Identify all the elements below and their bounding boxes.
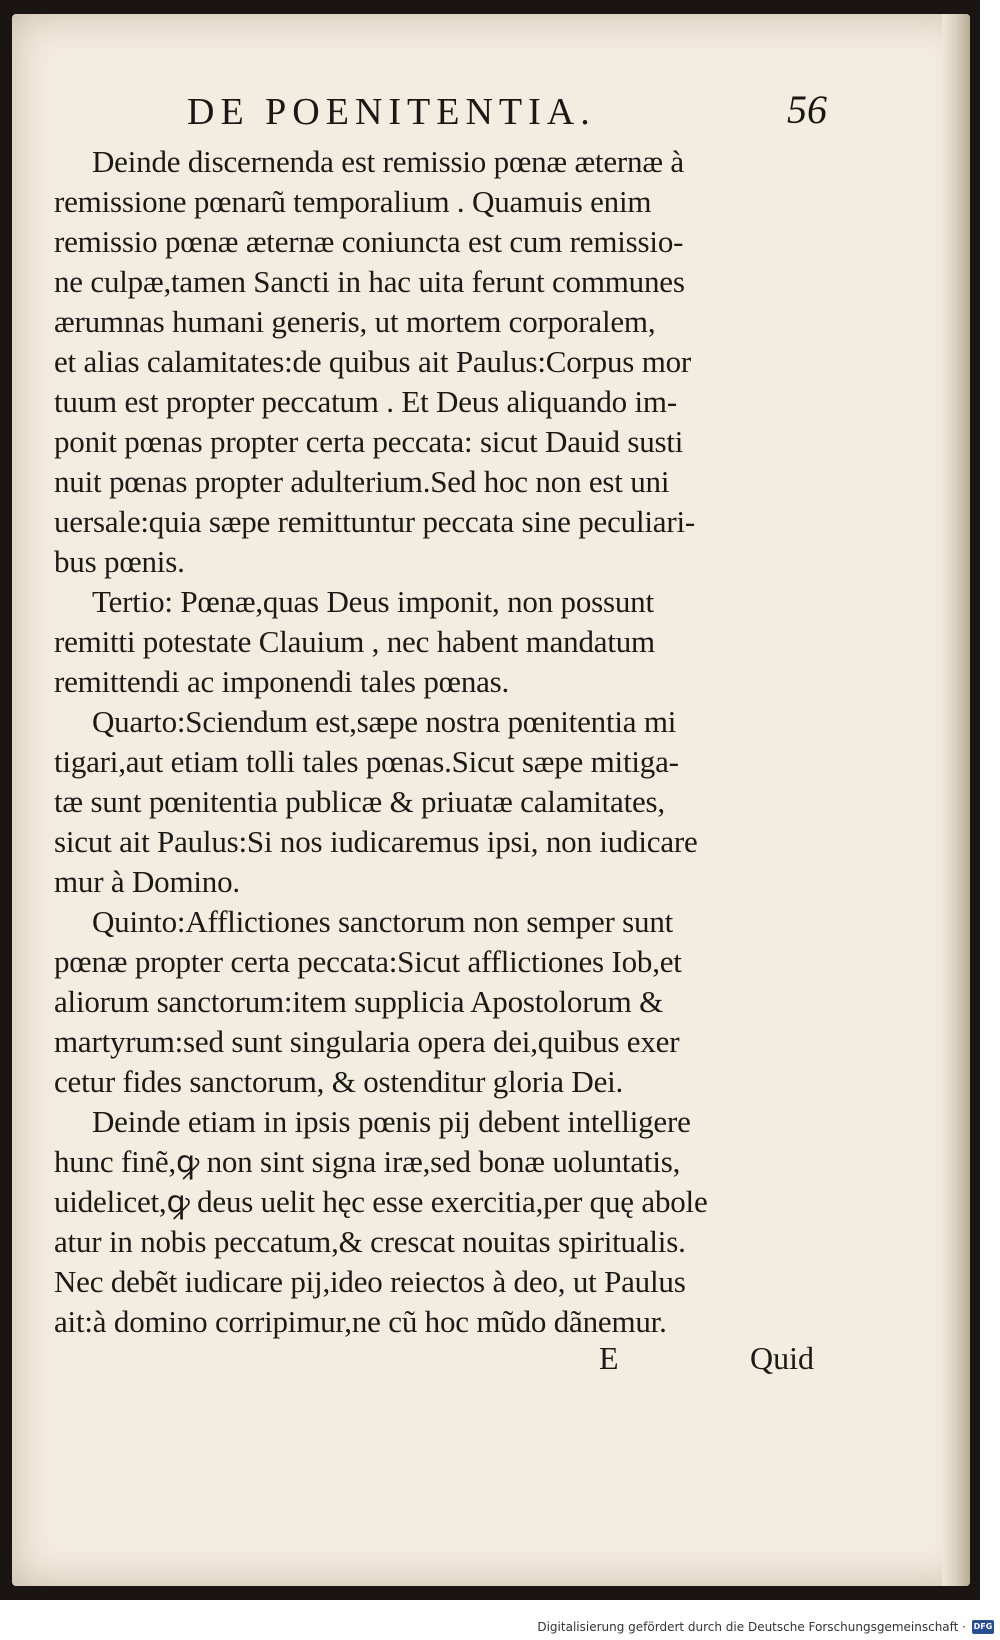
text-line: mur à Domino. xyxy=(54,864,240,899)
text-line: ærumnas humani generis, ut mortem corporalem, xyxy=(54,304,656,339)
digitization-credit xyxy=(537,1617,994,1637)
text-line: remissione pœnarũ temporalium . Quamuis enim xyxy=(54,184,652,219)
paragraph xyxy=(54,902,814,1102)
text-line: tuum est propter peccatum . Et Deus aliquando im- xyxy=(54,384,677,419)
page-edge xyxy=(942,14,970,1586)
page-header xyxy=(187,82,827,142)
text-line: uidelicet,ꝙ deus uelit hęc esse exercitia,per quę abole xyxy=(54,1184,708,1219)
book-page xyxy=(12,14,970,1586)
text-line: Tertio: Pœnæ,quas Deus imponit, non possunt xyxy=(92,584,654,619)
text-line: sicut ait Paulus:Si nos iudicaremus ipsi, non iudicare xyxy=(54,824,698,859)
running-title: DE POENITENTIA. xyxy=(187,91,596,133)
text-line: Nec debẽt iudicare pij,ideo reiectos à deo, ut Paulus xyxy=(54,1264,686,1299)
text-line: bus pœnis. xyxy=(54,544,185,579)
text-line: remissio pœnæ æternæ coniuncta est cum remissio- xyxy=(54,224,684,259)
text-line: Quarto:Sciendum est,sæpe nostra pœnitentia mi xyxy=(92,704,677,739)
catchword: Quid xyxy=(750,1340,814,1376)
text-line: et alias calamitates:de quibus ait Paulus:Corpus mor xyxy=(54,344,692,379)
text-block xyxy=(54,142,814,1342)
paragraph xyxy=(54,1102,814,1342)
text-line: pœnæ propter certa peccata:Sicut afflictiones Iob,et xyxy=(54,944,682,979)
text-line: martyrum:sed sunt singularia opera dei,quibus exer xyxy=(54,1024,680,1059)
text-line: ait:à domino corripimur,ne cũ hoc mũdo dãnemur. xyxy=(54,1304,667,1339)
text-line: tæ sunt pœnitentia publicæ & priuatæ calamitates, xyxy=(54,784,665,819)
signature-mark: E xyxy=(599,1340,619,1376)
text-line: Deinde etiam in ipsis pœnis pij debent intelligere xyxy=(92,1104,691,1139)
text-line: Quinto:Afflictiones sanctorum non semper sunt xyxy=(92,904,674,939)
text-line: nuit pœnas propter adulterium.Sed hoc non est uni xyxy=(54,464,670,499)
dfg-logo: DFG xyxy=(972,1620,994,1634)
text-line: uersale:quia sæpe remittuntur peccata sine peculiari- xyxy=(54,504,695,539)
credit-text: Digitalisierung gefördert durch die Deutsche Forschungsgemeinschaft · xyxy=(537,1620,966,1634)
paragraph xyxy=(54,142,814,582)
text-line: Deinde discernenda est remissio pœnæ æternæ à xyxy=(92,144,684,179)
text-line: aliorum sanctorum:item supplicia Apostolorum & xyxy=(54,984,663,1019)
text-line: ponit pœnas propter certa peccata: sicut Dauid susti xyxy=(54,424,684,459)
text-line: ne culpæ,tamen Sancti in hac uita ferunt communes xyxy=(54,264,685,299)
paragraph xyxy=(54,582,814,702)
text-line: remittendi ac imponendi tales pœnas. xyxy=(54,664,510,699)
text-line: remitti potestate Clauium , nec habent mandatum xyxy=(54,624,655,659)
text-line: atur in nobis peccatum,& crescat nouitas spiritualis. xyxy=(54,1224,686,1259)
catchline xyxy=(54,1340,814,1388)
paragraph xyxy=(54,702,814,902)
text-line: tigari,aut etiam tolli tales pœnas.Sicut sæpe mitiga- xyxy=(54,744,679,779)
folio-number: 56 xyxy=(787,87,827,132)
text-line: cetur fides sanctorum, & ostenditur gloria Dei. xyxy=(54,1064,624,1099)
text-line: hunc finẽ,ꝙ non sint signa iræ,sed bonæ uoluntatis, xyxy=(54,1144,681,1179)
